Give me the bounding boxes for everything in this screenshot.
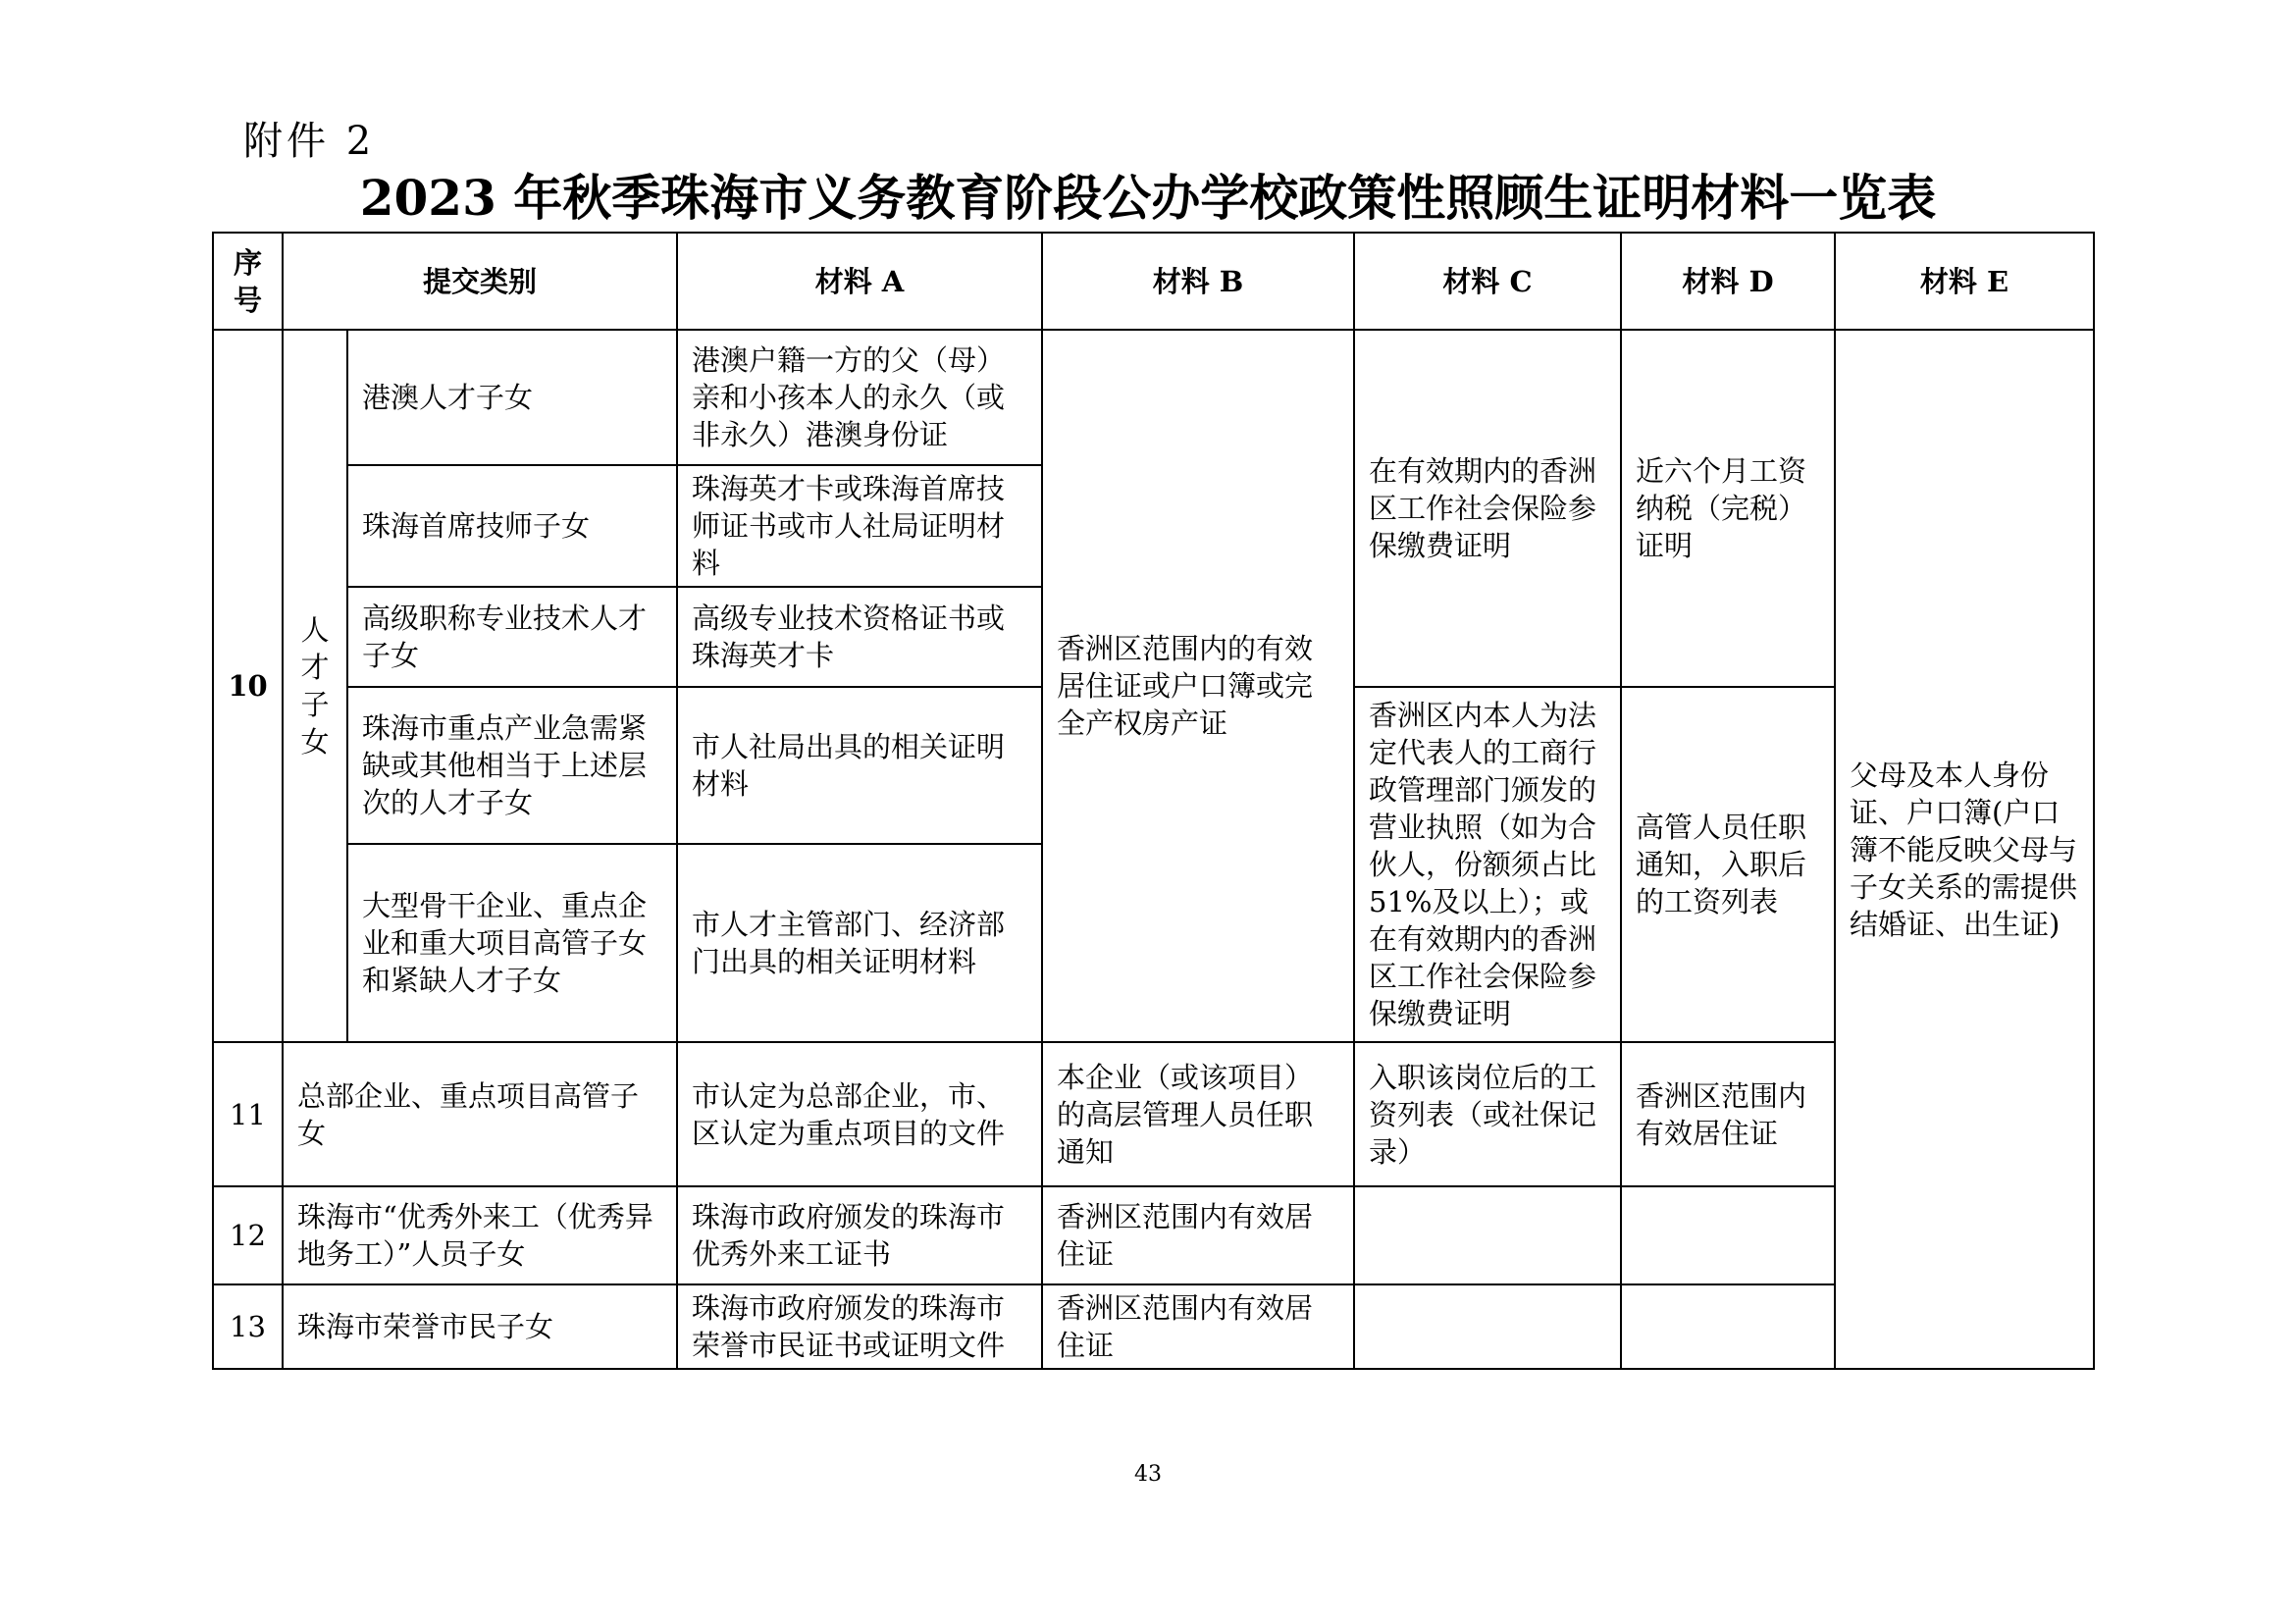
submit-type: 珠海市“优秀外来工（优秀异地务工）”人员子女 — [283, 1186, 677, 1284]
header-material-c: 材料 C — [1354, 233, 1621, 330]
submit-type: 港澳人才子女 — [347, 330, 677, 465]
submit-type: 珠海市荣誉市民子女 — [283, 1284, 677, 1369]
material-b: 香洲区范围内有效居住证 — [1042, 1284, 1354, 1369]
row-seq: 13 — [213, 1284, 283, 1369]
material-c-empty — [1354, 1186, 1621, 1284]
header-material-a: 材料 A — [677, 233, 1042, 330]
table-row — [213, 1042, 2094, 1186]
submit-type: 总部企业、重点项目高管子女 — [283, 1042, 677, 1186]
page-number: 43 — [1134, 1462, 1162, 1487]
material-b: 本企业（或该项目）的高层管理人员任职通知 — [1042, 1042, 1354, 1186]
submit-type: 珠海市重点产业急需紧缺或其他相当于上述层次的人才子女 — [347, 687, 677, 844]
material-a: 市认定为总部企业，市、区认定为重点项目的文件 — [677, 1042, 1042, 1186]
row-seq: 12 — [213, 1186, 283, 1284]
material-a: 珠海市政府颁发的珠海市优秀外来工证书 — [677, 1186, 1042, 1284]
material-d: 高管人员任职通知，入职后的工资列表 — [1621, 687, 1835, 1042]
material-c: 入职该岗位后的工资列表（或社保记录） — [1354, 1042, 1621, 1186]
header-seq: 序号 — [213, 233, 283, 330]
material-d: 香洲区范围内有效居住证 — [1621, 1042, 1835, 1186]
material-c-empty — [1354, 1284, 1621, 1369]
material-a: 港澳户籍一方的父（母）亲和小孩本人的永久（或非永久）港澳身份证 — [677, 330, 1042, 465]
material-c: 香洲区内本人为法定代表人的工商行政管理部门颁发的营业执照（如为合伙人，份额须占比51%及以上）；或在有效期内的香洲区工作社会保险参保缴费证明 — [1354, 687, 1621, 1042]
attachment-label: 附件 2 — [243, 119, 376, 164]
material-b: 香洲区范围内有效居住证 — [1042, 1186, 1354, 1284]
material-a: 珠海英才卡或珠海首席技师证书或市人社局证明材料 — [677, 465, 1042, 587]
material-c: 在有效期内的香洲区工作社会保险参保缴费证明 — [1354, 330, 1621, 687]
material-a: 市人社局出具的相关证明材料 — [677, 687, 1042, 844]
material-d-empty — [1621, 1186, 1835, 1284]
material-a: 珠海市政府颁发的珠海市荣誉市民证书或证明文件 — [677, 1284, 1042, 1369]
row-seq: 11 — [213, 1042, 283, 1186]
header-category: 提交类别 — [283, 233, 677, 330]
submit-type: 高级职称专业技术人才子女 — [347, 587, 677, 687]
category-label: 人才子女 — [283, 330, 347, 1042]
submit-type: 大型骨干企业、重点企业和重大项目高管子女和紧缺人才子女 — [347, 844, 677, 1042]
row-seq: 10 — [213, 330, 283, 1042]
material-a: 市人才主管部门、经济部门出具的相关证明材料 — [677, 844, 1042, 1042]
table-row — [213, 1284, 2094, 1369]
material-a: 高级专业技术资格证书或珠海英才卡 — [677, 587, 1042, 687]
header-material-e: 材料 E — [1835, 233, 2094, 330]
submit-type: 珠海首席技师子女 — [347, 465, 677, 587]
document-title: 2023 年秋季珠海市义务教育阶段公办学校政策性照顾生证明材料一览表 — [359, 169, 1937, 227]
header-row — [213, 233, 2094, 330]
material-d-empty — [1621, 1284, 1835, 1369]
header-material-b: 材料 B — [1042, 233, 1354, 330]
material-d: 近六个月工资纳税（完税）证明 — [1621, 330, 1835, 687]
material-e: 父母及本人身份证、户口簿(户口簿不能反映父母与子女关系的需提供结婚证、出生证) — [1835, 330, 2094, 1369]
material-b: 香洲区范围内的有效居住证或户口簿或完全产权房产证 — [1042, 330, 1354, 1042]
table-row — [213, 330, 2094, 465]
table-row — [213, 1186, 2094, 1284]
header-material-d: 材料 D — [1621, 233, 1835, 330]
materials-table — [212, 232, 2095, 1370]
